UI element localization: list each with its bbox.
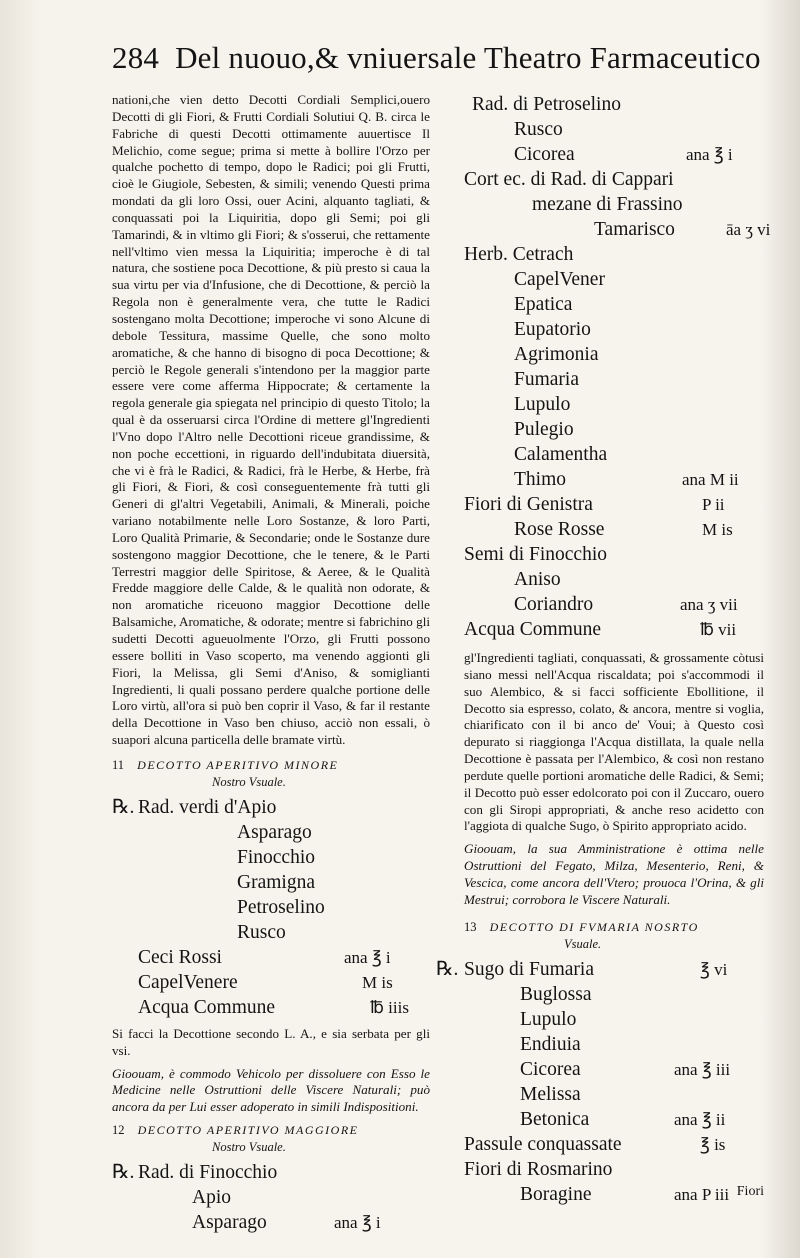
recipe-line [464, 267, 764, 292]
ingredient-name: Fiori di Genistra [464, 494, 593, 515]
ingredient-name: Rad. verdi d'Apio [138, 796, 277, 818]
ingredient-name: Semi di Finocchio [464, 544, 607, 565]
ingredient-quantity: ana ℥ i [334, 1213, 381, 1233]
ingredient-name: Gramigna [237, 871, 315, 893]
ingredient-quantity: ana P iii [674, 1184, 730, 1204]
recipe-line [112, 945, 430, 970]
recipe-line [112, 820, 430, 845]
running-title: Del nuouo,& vniuersale Theatro Farmaceutico [175, 40, 761, 75]
recipe-line [464, 467, 764, 492]
ingredient-name: Herb. Cetrach [464, 244, 574, 265]
ingredient-name: Finocchio [237, 846, 315, 868]
recipe-line [112, 995, 430, 1020]
ingredient-quantity: āa ʒ vi [726, 220, 771, 239]
ingredient-name: Fumaria [514, 369, 579, 390]
recipe-line [464, 292, 764, 317]
ingredient-name: Passule conquassate [464, 1133, 622, 1155]
recipe-line [464, 417, 764, 442]
section-subtitle: Vsuale. [564, 936, 602, 951]
section-title: DECOTTO DI FVMARIA NOSRTO [489, 919, 699, 934]
section-number: 13 [464, 919, 477, 934]
recipe-symbol: ℞. [112, 796, 135, 818]
recipe-line [464, 1007, 764, 1032]
ingredient-quantity: M is [702, 520, 733, 539]
recipe-line [464, 492, 764, 517]
recipe-line [464, 1132, 764, 1157]
recipe-line [112, 845, 430, 870]
recipe-line [464, 1182, 764, 1207]
recipe-line [464, 542, 764, 567]
section-heading-12 [112, 1122, 430, 1139]
ingredient-name: Rusco [514, 119, 563, 140]
ingredient-quantity: ℥ is [700, 1134, 726, 1154]
recipe-line [464, 617, 764, 642]
recipe-line [464, 982, 764, 1007]
ingredient-name: Tamarisco [594, 219, 675, 240]
ingredient-quantity: ℔ vii [700, 620, 737, 639]
recipe-line [464, 367, 764, 392]
running-head [112, 40, 772, 76]
ingredient-name: Betonica [520, 1108, 590, 1130]
recipe-line [464, 342, 764, 367]
ingredient-quantity: ana ℥ i [344, 947, 391, 967]
recipe-line [464, 1057, 764, 1082]
ingredient-name: Coriandro [514, 594, 594, 615]
ingredient-quantity: ana ℥ ii [674, 1109, 726, 1129]
catchword: Fiori [736, 1184, 764, 1199]
recipe-line [436, 957, 764, 982]
ingredient-name: Calamentha [514, 444, 608, 465]
recipe-line [464, 242, 764, 267]
recipe-line [112, 870, 430, 895]
right-column [436, 92, 771, 1207]
recipe-line [464, 117, 764, 142]
ingredient-name: Pulegio [514, 419, 574, 440]
recipe-line [464, 442, 764, 467]
ingredient-name: Cicorea [520, 1058, 581, 1080]
section-number: 11 [112, 757, 125, 772]
recipe-11 [112, 795, 430, 1020]
ingredient-quantity: ana M ii [682, 470, 739, 489]
recipe-line [112, 970, 430, 995]
ingredient-name: Asparago [237, 821, 312, 843]
recipe-line [464, 142, 764, 167]
recipe-13 [436, 957, 764, 1207]
ingredient-name: Epatica [514, 294, 573, 315]
section-heading-11 [112, 757, 430, 774]
ingredient-quantity: P ii [702, 495, 725, 514]
ingredient-name: Thimo [514, 469, 566, 490]
recipe-line [464, 592, 764, 617]
ingredient-name: Ceci Rossi [138, 946, 222, 968]
section-subtitle: Nostro Vsuale. [212, 1140, 286, 1155]
recipe-line [464, 92, 764, 117]
recipe-12 [112, 1160, 430, 1235]
recipe-12-continued [464, 92, 771, 642]
recipe-line [464, 1032, 764, 1057]
ingredient-name: Cicorea [514, 144, 575, 165]
ingredient-quantity: ana ʒ vii [680, 595, 738, 614]
intro-paragraph: nationi,che vien detto Decotti Cordiali Semplici,ouero Decotti di gli Fiori, & Frutti Cordiali Solutiui Q. B. circa le Fabriche di questi Decotti ottimamente auuertisce Il Melichio, come segue; prima si mette à bollire l'Orzo per qualche pochetto di tempo, dopo le Radici; poi gli Frutti, cioè le Giugiole, Sebesten, & simili; venendo Questi prima mondati da gli loro Ossi, ouer Acini, alquanto tagliati, & conquassati poi la Liquiritia, dopo gli Semi; poi gli Tamarindi, & in vltimo gli Fiori; & s'osserui, che rettamente nell'vltimo vien messa la Liquiritia; imperoche è di tal natura, che sostiene poca Decottione, & più presto si caua la sua virtu per via d'Infusione, che di Decottione, & perciò la Regola non è generalmente vera, che tutte le Radici sostengano molta Decottione; imperoche vi sono Alcune di debole Tessitura, massime Quelle, che sono molto aromatiche, & che hanno di bisogno di poca Decottione; & perciò le Regole generali s'intendono per la maggior parte essere vere come afferma Hippocrate; & certamente la regola generale gia spiegata nel principio di questo Titolo; la qual è da osseruarsi circa l'Ordine di mettere gl'Ingredienti l'Vno dopo l'Altro nelle Decottioni riceue grandissime, & non poche eccettioni, in riguardo dell'indubitata diuersità, che vi è frà le Radici, & Radici, frà le Herbe, & Herbe, frà gli Fiori, & Fiori, & così conseguentemente frà tutti gli Generi di gl'altri Vegetabili, Animali, & Minerali, poiche variano notabilmente nelle Loro Sostanze, & loro Parti, Loro Qualità Primarie, & Secondarie; onde le Sostanze dure sostengono maggior Decottione, che le tenere, & le Parti Terrestri maggior delle Spiritose, & Aeree, & le Qualità Fredde maggiore delle Calde, & le qualità non odorate, & non aromatiche riceuono maggior Decottione delle Balsamiche, Aromatiche, & odorate; mentre si fabrichino gli sudetti Decotti agueuolmente l'Orzo, gli Frutti possono essere bolliti in Vaso scoperto, ma venendo aggionti gli Fiori, la Melissa, gli Semi d'Aniso, & somiglianti Ingredienti, li quali possano perdere qualche portione delle Loro virtù, all'ora si può ben coprir il Vaso, & far il restante della Decottione in Vaso ben chiuso, acciò non essali, ò suapori alcuna particella delle bramate virtù. [112, 92, 430, 748]
recipe-line [464, 517, 764, 542]
page-number: 284 [112, 40, 160, 75]
section-title: DECOTTO APERITIVO MAGGIORE [137, 1123, 359, 1138]
recipe-line [464, 1082, 764, 1107]
recipe-line [112, 920, 430, 945]
ingredient-name: Melissa [520, 1083, 581, 1105]
usage-note: Gioouam, la sua Amministratione è ottima nelle Ostruttioni del Fegato, Milza, Mesenterio, Reni, & Vescica, come ancora dell'Vtero; prouoca l'Orina, & gli Mestrui; corrobora le Viscere Naturali. [464, 841, 764, 907]
recipe-line [464, 167, 764, 192]
ingredient-quantity: ana ℥ i [686, 145, 733, 164]
ingredient-name: Rusco [237, 921, 286, 943]
recipe-line [464, 317, 764, 342]
ingredient-quantity: ℔ iiis [370, 997, 409, 1017]
ingredient-name: Fiori di Rosmarino [464, 1158, 613, 1180]
recipe-line [464, 217, 771, 242]
ingredient-name: Lupulo [514, 394, 571, 415]
ingredient-name: Acqua Commune [138, 996, 276, 1018]
recipe-line [112, 895, 430, 920]
ingredient-name: Sugo di Fumaria [464, 958, 594, 980]
ingredient-name: Agrimonia [514, 344, 599, 365]
recipe-line [464, 1157, 764, 1182]
recipe-symbol: ℞. [436, 958, 459, 980]
ingredient-name: CapelVenere [138, 971, 238, 993]
method-paragraph: gl'Ingredienti tagliati, conquassati, & grossamente còtusi siano messi nell'Acqua riscaldata; poi s'accommodi il suo Alembico, & si facci sofficiente Ebollitione, il Decotto sia espresso, colato, & ancora, mentre si voglia, chiarificato con il bi anco de' Voui; à Questo così depurato si riaggionga l'Acqua distillata, la quale nella Decottione è passata per l'Alembico, & così non restano perdute quelle portioni aromatiche delle Radici, & Semi; il Decotto può esser edolcorato poi con il Zuccaro, ouero con gli Siropi appropriati, & anche reso acidetto con l'aggiota di qualche Sugo, ò Spirito appropriato acido. [464, 650, 764, 834]
ingredient-name: Petroselino [237, 896, 325, 918]
ingredient-name: Endiuia [520, 1033, 581, 1055]
ingredient-name: mezane di Frassino [532, 194, 683, 215]
ingredient-name: Cort ec. di Rad. di Cappari [464, 169, 674, 190]
usage-note: Gioouam, è commodo Vehicolo per dissoluere con Esso le Medicine nelle Ostruttioni delle Viscere Naturali; può ancora da per Lui esser adoperato in simili Indispositioni. [112, 1065, 430, 1115]
preparation-note: Si facci la Decottione secondo L. A., e sia serbata per gli vsi. [112, 1025, 430, 1058]
left-column [112, 92, 430, 1235]
section-subtitle: Nostro Vsuale. [212, 774, 286, 789]
ingredient-name: Buglossa [520, 983, 592, 1005]
section-heading-13 [464, 919, 764, 936]
ingredient-name: Boragine [520, 1183, 592, 1205]
ingredient-quantity: M is [362, 972, 393, 992]
recipe-line [112, 795, 430, 820]
ingredient-name: Lupulo [520, 1008, 577, 1030]
recipe-line [464, 392, 764, 417]
recipe-line [112, 1185, 430, 1210]
recipe-line [464, 567, 764, 592]
ingredient-name: Rad. di Petroselino [472, 94, 621, 115]
ingredient-name: Rad. di Finocchio [138, 1162, 278, 1184]
section-number: 12 [112, 1123, 125, 1138]
ingredient-name: Eupatorio [514, 319, 591, 340]
ingredient-name: Aniso [514, 569, 561, 590]
ingredient-quantity: ana ℥ iii [674, 1059, 731, 1079]
recipe-symbol: ℞. [112, 1162, 135, 1184]
recipe-line [464, 192, 764, 217]
section-title: DECOTTO APERITIVO MINORE [137, 757, 339, 772]
ingredient-name: Asparago [192, 1212, 267, 1234]
recipe-line [112, 1210, 430, 1235]
ingredient-name: Rose Rosse [514, 519, 605, 540]
recipe-line [464, 1107, 764, 1132]
recipe-line [112, 1160, 430, 1185]
ingredient-name: Acqua Commune [464, 619, 602, 640]
ingredient-name: CapelVener [514, 269, 605, 290]
ingredient-quantity: ℥ vi [700, 959, 728, 979]
ingredient-name: Apio [192, 1187, 231, 1209]
